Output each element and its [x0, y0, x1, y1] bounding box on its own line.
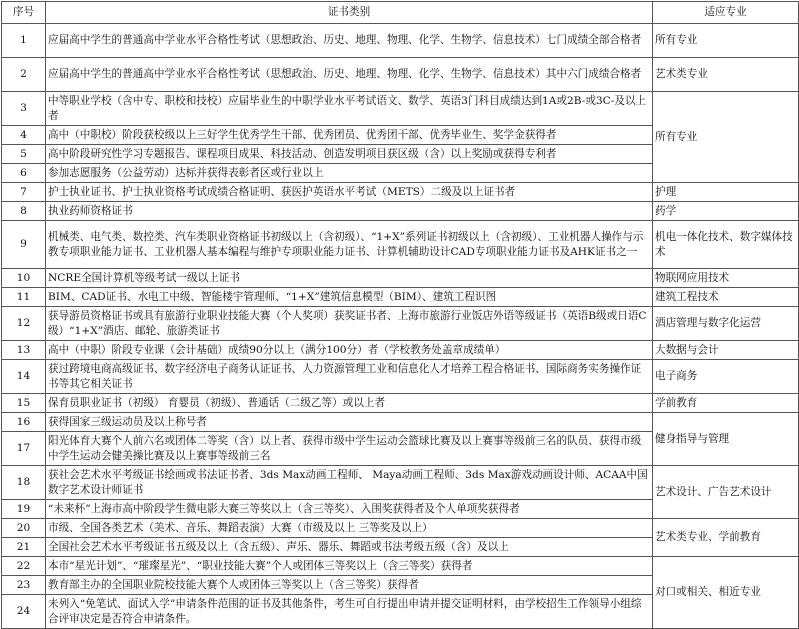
row-number: 16 — [2, 413, 46, 432]
table-row — [2, 202, 799, 221]
row-category: 全国社会艺术水平考级证书五级及以上（含五级）、声乐、器乐、舞蹈或书法考级五级（含）及以上 — [46, 538, 653, 557]
table-row — [2, 413, 799, 432]
row-number: 10 — [2, 269, 46, 288]
row-major: 机电一体化技术、数字媒体技术 — [653, 221, 799, 269]
row-number: 22 — [2, 557, 46, 576]
header-category: 证书类别 — [46, 2, 653, 24]
row-category: 本市“星光计划”、“璀璨星光”、“职业技能大赛”个人或团体三等奖以上（含三等奖）获得者 — [46, 557, 653, 576]
row-major: 所有专业 — [653, 24, 799, 58]
row-number: 18 — [2, 466, 46, 500]
row-major: 物联网应用技术 — [653, 269, 799, 288]
table-row — [2, 269, 799, 288]
row-number: 8 — [2, 202, 46, 221]
table-row — [2, 307, 799, 341]
row-major: 艺术设计、广告艺术设计 — [653, 466, 799, 519]
row-category: 教育部主办的全国职业院校技能大赛个人或团体三等奖以上（含三等奖）获得者 — [46, 576, 653, 595]
row-category: 阳光体育大赛个人前六名或团体二等奖（含）以上者、获得市级中学生运动会篮球比赛及以上赛事等级前三名的队员、获得市级中学生运动会健美操比赛及以上赛事等级前三名 — [46, 432, 653, 466]
row-category: 未列入“免笔试、面试入学”申请条件范围的证书及其他条件，考生可自行提出申请并提交证明材料，由学校招生工作领导小组综合评审决定是否符合申请条件。 — [46, 595, 653, 629]
row-major: 所有专业 — [653, 92, 799, 183]
row-number: 11 — [2, 288, 46, 307]
row-category: 获导游员资格证书或具有旅游行业职业技能大赛（个人奖项）获奖证书者、上海市旅游行业饭店外语等级证书（英语B级或日语C级）“1+X”酒店、邮轮、旅游类证书 — [46, 307, 653, 341]
row-major: 学前教育 — [653, 394, 799, 413]
row-category: NCRE全国计算机等级考试一级以上证书 — [46, 269, 653, 288]
table-row — [2, 221, 799, 269]
row-category: 高中阶段研究性学习专题报告、课程项目成果、科技活动、创造发明项目获区级（含）以上奖励或获得专利者 — [46, 145, 653, 164]
row-category: 中等职业学校（含中专、职校和技校）应届毕业生的中职学业水平考试语文、数学、英语3门科目成绩达到1A或2B-或3C-及以上者 — [46, 92, 653, 126]
row-number: 19 — [2, 500, 46, 519]
row-category: 高中（中职校）阶段获校级以上三好学生优秀学生干部、优秀团员、优秀团干部、优秀毕业生、奖学金获得者 — [46, 126, 653, 145]
row-major: 护理 — [653, 183, 799, 202]
table-row — [2, 288, 799, 307]
row-major: 大数据与会计 — [653, 341, 799, 360]
row-number: 20 — [2, 519, 46, 538]
table-row — [2, 394, 799, 413]
row-number: 7 — [2, 183, 46, 202]
row-number: 21 — [2, 538, 46, 557]
table-row — [2, 58, 799, 92]
table-row — [2, 519, 799, 538]
row-category: 保育员职业证书（初级） 育婴员（初级）、普通话（二级乙等）或以上者 — [46, 394, 653, 413]
row-category: 应届高中学生的普通高中学业水平合格性考试（思想政治、历史、地理、物理、化学、生物学、信息技术）七门成绩全部合格者 — [46, 24, 653, 58]
row-category: 获社会艺术水平考级证书绘画或书法证书者、3ds Max动画工程师、 Maya动画工程师、3ds Max游戏动画设计师、ACAA中国数字艺术设计师证书 — [46, 466, 653, 500]
row-category: 高中（中职）阶段专业课（会计基础）成绩90分以上（满分100分）者（学校教务处盖章成绩单） — [46, 341, 653, 360]
row-major: 艺术类专业、学前教育 — [653, 519, 799, 557]
row-number: 2 — [2, 58, 46, 92]
row-number: 3 — [2, 92, 46, 126]
row-major: 药学 — [653, 202, 799, 221]
row-category: 获过跨境电商高级证书、数字经济电子商务认证证书、人力资源管理工业和信息化人才培养工程合格证书、国际商务实务操作证书等其它相关证书 — [46, 360, 653, 394]
row-number: 6 — [2, 164, 46, 183]
row-category: 参加志愿服务（公益劳动）达标并获得表彰者区或行业以上 — [46, 164, 653, 183]
row-category: 应届高中学生的普通高中学业水平合格性考试（思想政治、历史、地理、物理、化学、生物学、信息技术）其中六门成绩合格者 — [46, 58, 653, 92]
row-category: BIM、CAD证书、水电工中级、智能楼宇管理师、“1+X”建筑信息模型（BIM）、建筑工程识图 — [46, 288, 653, 307]
row-category: “未来杯”上海市高中阶段学生微电影大赛三等奖以上（含三等奖）、入围奖获得者及个人单项奖获得者 — [46, 500, 653, 519]
row-major: 健身指导与管理 — [653, 413, 799, 466]
table-row — [2, 360, 799, 394]
row-category: 执业药师资格证书 — [46, 202, 653, 221]
row-major: 酒店管理与数字化运营 — [653, 307, 799, 341]
row-major: 建筑工程技术 — [653, 288, 799, 307]
row-category: 获得国家三级运动员及以上称号者 — [46, 413, 653, 432]
table-row — [2, 92, 799, 126]
row-number: 15 — [2, 394, 46, 413]
row-number: 14 — [2, 360, 46, 394]
row-number: 24 — [2, 595, 46, 629]
row-number: 4 — [2, 126, 46, 145]
table-row — [2, 341, 799, 360]
row-number: 9 — [2, 221, 46, 269]
row-number: 1 — [2, 24, 46, 58]
certificate-table — [1, 1, 799, 629]
table-row — [2, 466, 799, 500]
header-row — [2, 2, 799, 24]
table-row — [2, 183, 799, 202]
header-no: 序号 — [2, 2, 46, 24]
row-number: 23 — [2, 576, 46, 595]
row-number: 17 — [2, 432, 46, 466]
row-major: 对口或相关、相近专业 — [653, 557, 799, 629]
row-number: 5 — [2, 145, 46, 164]
row-number: 12 — [2, 307, 46, 341]
header-major: 适应专业 — [653, 2, 799, 24]
table-row — [2, 557, 799, 576]
row-category: 市级、全国各类艺术（美术、音乐、舞蹈表演）大赛（市级及以上 三等奖及以上） — [46, 519, 653, 538]
row-major: 艺术类专业 — [653, 58, 799, 92]
row-major: 电子商务 — [653, 360, 799, 394]
row-category: 护士执业证书、护士执业资格考试成绩合格证明、获医护英语水平考试（METS）二级及以上证书者 — [46, 183, 653, 202]
table-row — [2, 24, 799, 58]
row-number: 13 — [2, 341, 46, 360]
row-category: 机械类、电气类、数控类、汽车类职业资格证书初级以上（含初级）、“1+X”系列证书初级以上（含初级）、工业机器人操作与示教专项职业能力证书、工业机器人基本编程与维护专项职业能力证书、计算机辅助设计CAD专项职业能力证书及AHK证书之一 — [46, 221, 653, 269]
